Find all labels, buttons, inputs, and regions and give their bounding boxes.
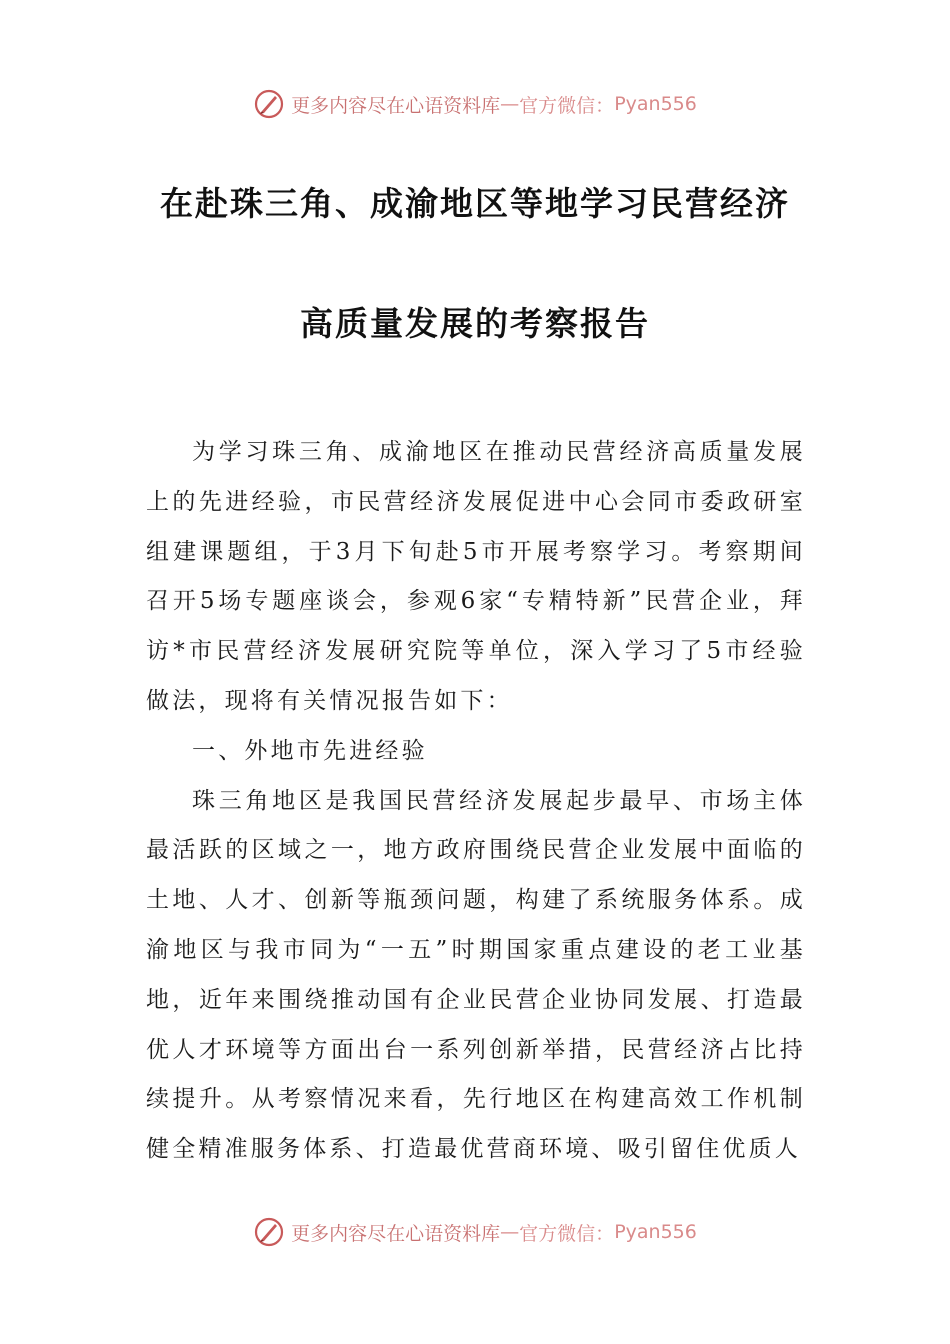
watermark-brand: 更多内容尽在心语资料库 (291, 94, 501, 117)
quill-logo-icon (253, 1216, 285, 1248)
section-heading: 一、外地市先进经验 (192, 737, 428, 764)
watermark-official: 官方微信： (519, 1222, 615, 1245)
watermark-separator: — (500, 93, 520, 115)
document-title-line-1: 在赴珠三角、成渝地区等地学习民营经济 (160, 184, 790, 223)
quill-logo-icon (253, 88, 285, 120)
paragraph-intro: 为学习珠三角、成渝地区在推动民营经济高质量发展上的先进经验，市民营经济发展促进中心会同市委政研室组建课题组，于3月下旬赴5市开展考察学习。考察期间召开5场专题座谈会，参观6家“专精特新”民营企业，拜访*市民营经济发展研究院等单位，深入学习了5市经验做法，现将有关情况报告如下： (146, 439, 806, 714)
watermark-separator: — (500, 1221, 520, 1243)
footer-watermark (0, 1212, 950, 1252)
watermark-wechat-id: Pyan556 (614, 1221, 697, 1243)
paragraph-body: 珠三角地区是我国民营经济发展起步最早、市场主体最活跃的区域之一，地方政府围绕民营企业发展中面临的土地、人才、创新等瓶颈问题，构建了系统服务体系。成渝地区与我市同为“一五”时期国家重点建设的老工业基地，近年来围绕推动国有企业民营企业协同发展、打造最优人才环境等方面出台一系列创新举措，民营经济占比持续提升。从考察情况来看，先行地区在构建高效工作机制健全精准服务体系、打造最优营商环境、吸引留住优质人 (146, 787, 806, 1163)
watermark-brand: 更多内容尽在心语资料库 (291, 1222, 501, 1245)
document-title-line-2: 高质量发展的考察报告 (300, 304, 650, 343)
watermark-official: 官方微信： (519, 94, 615, 117)
watermark-wechat-id: Pyan556 (614, 93, 697, 115)
header-watermark (0, 84, 950, 124)
document-body (146, 428, 806, 1175)
